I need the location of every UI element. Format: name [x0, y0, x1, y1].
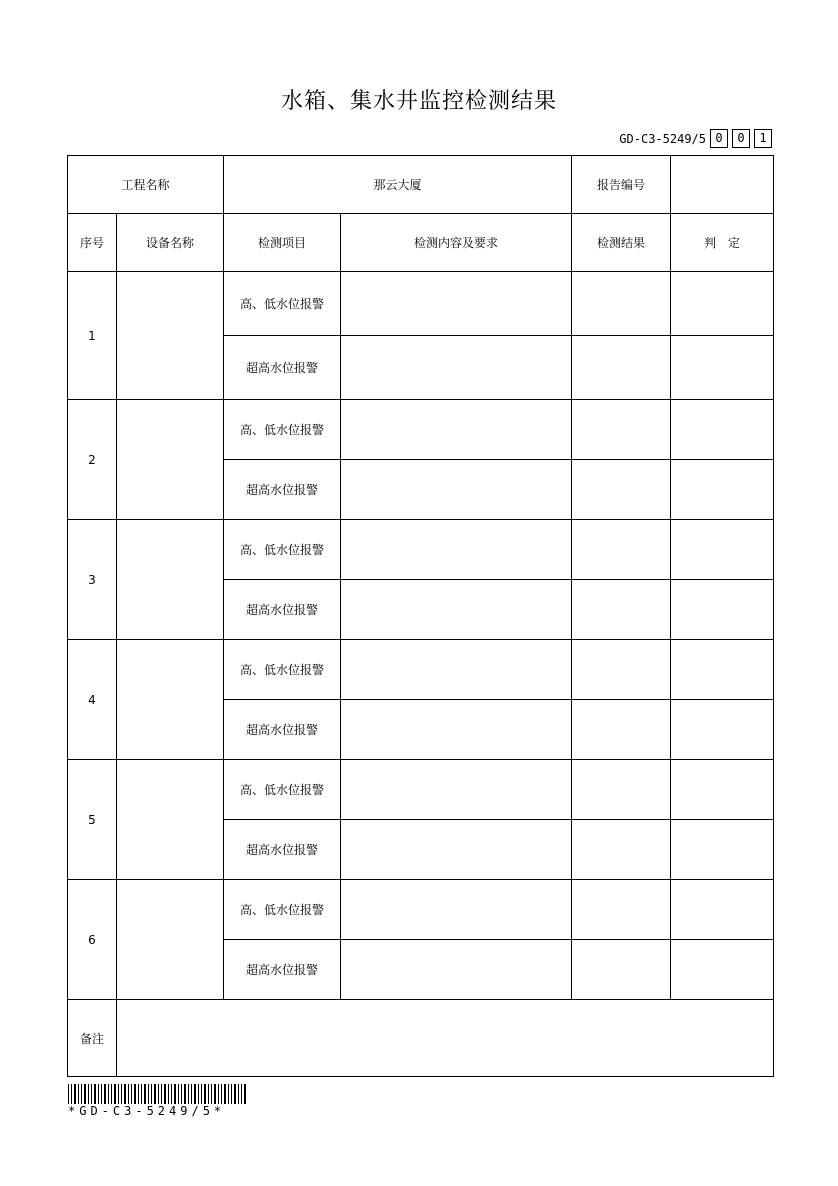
content-cell[interactable] [341, 272, 572, 336]
content-cell[interactable] [341, 940, 572, 1000]
inspection-item: 超高水位报警 [224, 460, 341, 520]
judgement-cell[interactable] [671, 272, 774, 336]
col-header-no: 序号 [68, 214, 117, 272]
inspection-item: 高、低水位报警 [224, 880, 341, 940]
inspection-item: 超高水位报警 [224, 336, 341, 400]
content-cell[interactable] [341, 880, 572, 940]
col-header-item: 检测项目 [224, 214, 341, 272]
device-name-cell[interactable] [117, 400, 224, 520]
inspection-item: 高、低水位报警 [224, 272, 341, 336]
inspection-table [67, 155, 774, 1077]
table-row [68, 880, 774, 940]
judgement-cell[interactable] [671, 460, 774, 520]
inspection-item: 高、低水位报警 [224, 760, 341, 820]
content-cell[interactable] [341, 640, 572, 700]
project-name-value[interactable]: 那云大厦 [224, 156, 572, 214]
judgement-cell[interactable] [671, 820, 774, 880]
result-cell[interactable] [572, 760, 671, 820]
remarks-value[interactable] [117, 1000, 774, 1077]
result-cell[interactable] [572, 336, 671, 400]
judgement-cell[interactable] [671, 520, 774, 580]
result-cell[interactable] [572, 400, 671, 460]
header-info-row [68, 156, 774, 214]
content-cell[interactable] [341, 460, 572, 520]
result-cell[interactable] [572, 940, 671, 1000]
result-cell[interactable] [572, 580, 671, 640]
table-row [68, 272, 774, 336]
table-row [68, 760, 774, 820]
result-cell[interactable] [572, 460, 671, 520]
form-code [619, 129, 772, 148]
page-title: 水箱、集水井监控检测结果 [280, 89, 557, 114]
judgement-cell[interactable] [671, 700, 774, 760]
table-row [68, 400, 774, 460]
row-number: 2 [68, 400, 117, 520]
result-cell[interactable] [572, 520, 671, 580]
inspection-item: 高、低水位报警 [224, 400, 341, 460]
result-cell[interactable] [572, 820, 671, 880]
project-name-label: 工程名称 [68, 156, 224, 214]
content-cell[interactable] [341, 580, 572, 640]
content-cell[interactable] [341, 700, 572, 760]
row-number: 6 [68, 880, 117, 1000]
row-number: 3 [68, 520, 117, 640]
barcode [68, 1084, 250, 1104]
judgement-cell[interactable] [671, 760, 774, 820]
content-cell[interactable] [341, 520, 572, 580]
judgement-cell[interactable] [671, 940, 774, 1000]
remarks-label: 备注 [68, 1000, 117, 1077]
row-number: 5 [68, 760, 117, 880]
judgement-cell[interactable] [671, 400, 774, 460]
result-cell[interactable] [572, 272, 671, 336]
form-code-digit: 0 [710, 129, 728, 148]
inspection-item: 超高水位报警 [224, 820, 341, 880]
judgement-cell[interactable] [671, 640, 774, 700]
device-name-cell[interactable] [117, 760, 224, 880]
device-name-cell[interactable] [117, 520, 224, 640]
content-cell[interactable] [341, 400, 572, 460]
device-name-cell[interactable] [117, 640, 224, 760]
inspection-item: 超高水位报警 [224, 940, 341, 1000]
content-cell[interactable] [341, 336, 572, 400]
barcode-text: *GD-C3-5249/5* [68, 1104, 226, 1118]
col-header-result: 检测结果 [572, 214, 671, 272]
device-name-cell[interactable] [117, 880, 224, 1000]
judgement-cell[interactable] [671, 336, 774, 400]
result-cell[interactable] [572, 700, 671, 760]
content-cell[interactable] [341, 760, 572, 820]
result-cell[interactable] [572, 880, 671, 940]
inspection-item: 超高水位报警 [224, 580, 341, 640]
inspection-item: 高、低水位报警 [224, 520, 341, 580]
form-code-prefix: GD-C3-5249/5 [619, 131, 706, 146]
report-number-value[interactable] [671, 156, 774, 214]
remarks-row [68, 1000, 774, 1077]
table-row [68, 640, 774, 700]
form-code-digit: 0 [732, 129, 750, 148]
inspection-item: 超高水位报警 [224, 700, 341, 760]
judgement-cell[interactable] [671, 880, 774, 940]
judgement-cell[interactable] [671, 580, 774, 640]
col-header-device: 设备名称 [117, 214, 224, 272]
table-row [68, 520, 774, 580]
col-header-judgement: 判 定 [671, 214, 774, 272]
device-name-cell[interactable] [117, 272, 224, 400]
result-cell[interactable] [572, 640, 671, 700]
form-code-digit: 1 [754, 129, 772, 148]
col-header-content: 检测内容及要求 [341, 214, 572, 272]
row-number: 4 [68, 640, 117, 760]
row-number: 1 [68, 272, 117, 400]
inspection-item: 高、低水位报警 [224, 640, 341, 700]
report-number-label: 报告编号 [572, 156, 671, 214]
column-header-row [68, 214, 774, 272]
content-cell[interactable] [341, 820, 572, 880]
